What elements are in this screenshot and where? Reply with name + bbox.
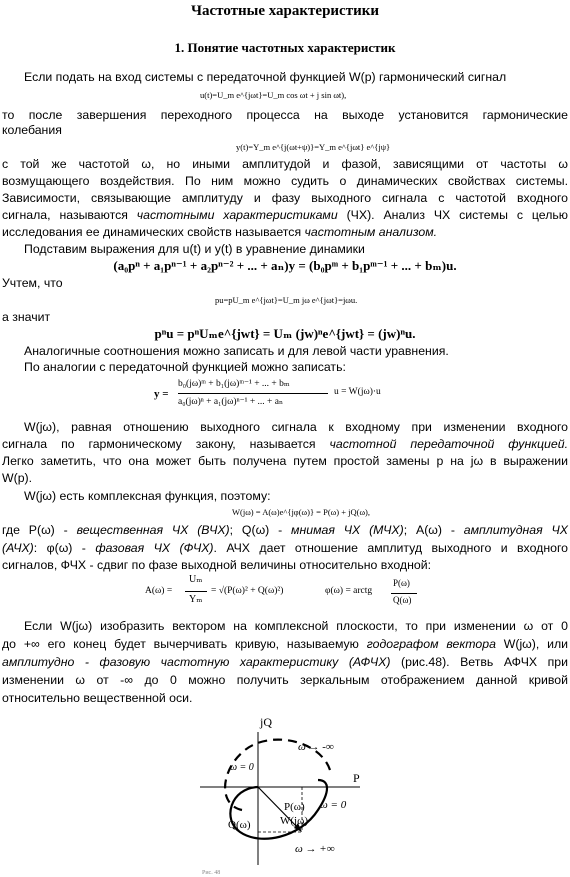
p3-line-2: сигнала по гармоническому закону, называется частотной передаточной функцией. bbox=[2, 437, 568, 451]
p4-line-4: изменении ω от -∞ до 0 можно получить зеркальным отображением данной кривой bbox=[2, 673, 568, 687]
fraction-lhs: y = bbox=[154, 388, 169, 400]
w-pos-inf-label: ω → +∞ bbox=[295, 843, 335, 855]
fraction-rhs: u = W(jω)·u bbox=[334, 387, 381, 397]
p3-line-3: Легко заметить, что она может быть получена путем простой замены p на jω в выражении bbox=[2, 454, 568, 468]
w-jomega-label: W(jω) bbox=[280, 815, 309, 827]
p1-line-7: сигнала, называются частотными характеристиками (ЧХ). Анализ ЧХ системы с целью bbox=[2, 208, 568, 222]
transfer-fraction bbox=[148, 378, 418, 412]
dynamics-equation: (a₀pⁿ + a₁pⁿ⁻¹ + a₂pⁿ⁻² + ... + aₙ)y = (b₀pᵐ + b₁pᵐ⁻¹ + ... + bₘ)u. bbox=[113, 258, 457, 273]
p4-line-1: Если W(jω) изобразить вектором на комплексной плоскости, то при изменении ω от 0 bbox=[24, 619, 568, 633]
p4-line-2: до +∞ его конец будет вычерчивать кривую, называемую годографом вектора W(jω), или bbox=[2, 637, 569, 651]
p3-line-1: W(jω), равная отношению выходного сигнала к входному при изменении входного bbox=[24, 420, 568, 434]
page-title: Частотные характеристики bbox=[190, 3, 380, 19]
phase-numerator: P(ω) bbox=[393, 578, 410, 588]
amp-fraction-bar bbox=[185, 591, 207, 592]
p-axis-label: P bbox=[353, 771, 360, 785]
p1-line-6: Зависимости, связывающие амплитуду и фазу выходного сигнала с частотой входного bbox=[2, 191, 568, 205]
amp-lhs: A(ω) = bbox=[145, 586, 173, 596]
formula-pu: pu=pU_m e^{jωt}=U_m jω e^{jωt}=jωu. bbox=[215, 295, 358, 305]
w-neg-inf-label: ω → -∞ bbox=[298, 741, 334, 753]
p2-line-5: По аналогии с передаточной функцией можно записать: bbox=[24, 360, 346, 374]
p-omega-label: P(ω) bbox=[284, 801, 305, 813]
formula-input-signal: u(t)=U_m e^{jωt}=U_m cos ωt + j sin ωt), bbox=[200, 90, 347, 100]
p1-line-5: возмущающего воздействия. По ним можно судить о динамических свойствах системы. bbox=[2, 174, 568, 188]
fraction-numerator: b₀(jω)ᵐ + b₁(jω)ᵐ⁻¹ + ... + bₘ bbox=[178, 379, 290, 389]
phase-fraction-bar bbox=[391, 593, 417, 594]
formula-complex-w: W(jω) = A(ω)e^{jφ(ω)} = P(ω) + jQ(ω), bbox=[232, 507, 371, 517]
phase-denominator: Q(ω) bbox=[393, 595, 412, 605]
jq-label: jQ bbox=[260, 715, 272, 729]
power-equation: pⁿu = pⁿUₘe^{jwt} = Uₘ (jw)ⁿe^{jwt} = (jw)ⁿu. bbox=[154, 326, 416, 341]
p1-line-8: исследования ее динамических свойств называется частотным анализом. bbox=[2, 225, 438, 239]
p3-line-5: W(jω) есть комплексная функция, поэтому: bbox=[24, 489, 271, 503]
p1-line-3: колебания bbox=[2, 123, 62, 137]
p3-line-8: сигналов, ФЧХ - сдвиг по фазе выходной величины относительно входной: bbox=[2, 558, 432, 572]
amp-numerator: Uₘ bbox=[189, 574, 203, 585]
figure-caption: Рис. 48 bbox=[202, 870, 221, 876]
afchh-figure bbox=[190, 710, 390, 877]
fraction-denominator: a₀(jω)ⁿ + a₁(jω)ⁿ⁻¹ + ... + aₙ bbox=[178, 397, 284, 407]
p1-line-4: с той же частотой ω, но иными амплитудой и фазой, зависящими от частоты ω bbox=[2, 157, 568, 171]
p2-line-3: а значит bbox=[2, 310, 51, 324]
w-zero-right-label: ω = 0 bbox=[320, 799, 347, 811]
p3-line-4: W(p). bbox=[2, 471, 33, 485]
q-omega-label: Q(ω) bbox=[228, 819, 251, 831]
p4-line-3: амплитудно - фазовую частотную характеристику (АФЧХ) (рис.48). Ветвь АФЧХ при bbox=[2, 655, 568, 669]
p2-line-4: Аналогичные соотношения можно записать и для левой части уравнения. bbox=[24, 344, 449, 358]
fraction-bar bbox=[178, 393, 328, 394]
p3-line-6: где P(ω) - вещественная ЧХ (ВЧХ); Q(ω) - мнимая ЧХ (МЧХ); A(ω) - амплитудная ЧХ bbox=[2, 523, 568, 537]
formula-output-signal: y(t)=Y_m e^{j(ωt+ψ)}=Y_m e^{jωt} e^{jψ} bbox=[236, 142, 391, 152]
p4-line-5: относительно вещественной оси. bbox=[2, 691, 193, 705]
amp-denominator: Yₘ bbox=[189, 594, 203, 605]
p3-line-7: (АЧХ): φ(ω) - фазовая ЧХ (ФЧХ). АЧХ дает отношение амплитуд выходного и входного bbox=[2, 541, 568, 555]
p2-line-1: Подставим выражения для u(t) и y(t) в уравнение динамики bbox=[24, 242, 365, 256]
p2-line-2: Учтем, что bbox=[2, 276, 63, 290]
phase-lhs: φ(ω) = arctg bbox=[325, 586, 373, 596]
section-heading: 1. Понятие частотных характеристик bbox=[174, 40, 396, 55]
p1-line-1: Если подать на вход системы с передаточной функцией W(p) гармонический сигнал bbox=[24, 70, 507, 84]
amplitude-phase-formula bbox=[145, 574, 435, 610]
w-zero-top-label: ω = 0 bbox=[230, 762, 254, 773]
amp-root: = √(P(ω)² + Q(ω)²) bbox=[211, 586, 284, 596]
p1-line-2: то после завершения переходного процесса на выходе установится гармонические bbox=[2, 108, 568, 122]
